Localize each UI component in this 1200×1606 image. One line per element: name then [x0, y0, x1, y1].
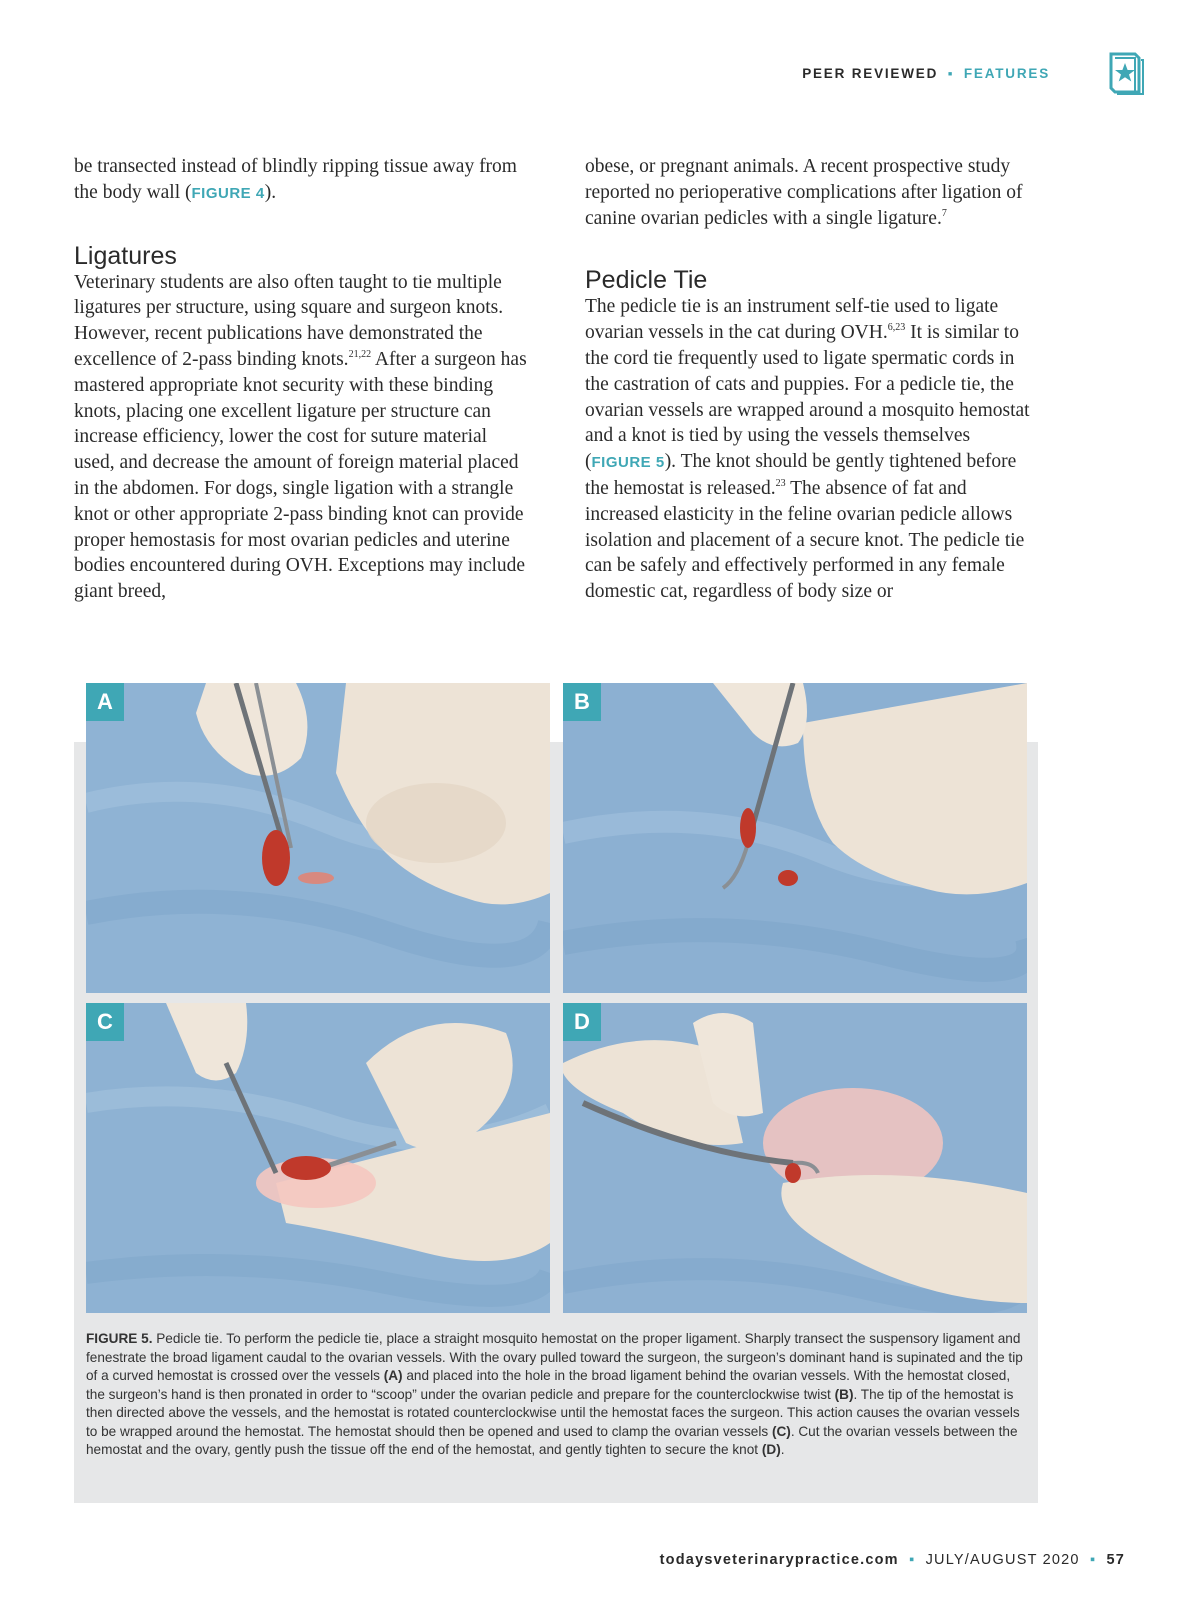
- citation: 7: [941, 207, 947, 219]
- section-heading-pedicle-tie: Pedicle Tie: [585, 266, 708, 295]
- surgical-photo-c: [86, 1003, 550, 1313]
- figure-panel-a: [86, 683, 550, 993]
- paragraph: be transected instead of blindly ripping tissue away from the body wall (FIGURE 4).: [74, 156, 517, 203]
- figure-panel-c: [86, 1003, 550, 1313]
- footer-issue: JULY/AUGUST 2020: [925, 1552, 1080, 1568]
- surgical-photo-d: [563, 1003, 1027, 1313]
- header-section: FEATURES: [963, 66, 1050, 81]
- page-footer: [660, 1552, 1125, 1568]
- header-label: PEER REVIEWED: [802, 66, 939, 81]
- panel-label: A: [86, 683, 124, 721]
- caption-label: FIGURE 5.: [86, 1331, 153, 1346]
- figure-panel-b: [563, 683, 1027, 993]
- figure-panel-d: [563, 1003, 1027, 1313]
- right-column: [585, 154, 1040, 605]
- figure-caption: FIGURE 5. Pedicle tie. To perform the pedicle tie, place a straight mosquito hemostat on the proper ligament. Sharply transect the suspensory ligament and fenestrate the broad ligament caudal to the ovarian vessels. With the ovary pulled toward the surgeon, the surgeon’s dominant hand is supinated and the tip of a curved hemostat is crossed over the vessels (A) and placed into the hole in the broad ligament behind the ovarian vessels. With the hemostat closed, the surgeon’s hand is then pronated in order to “scoop” under the ovarian pedicle and prepare for the counterclockwise twist (B). The tip of the hemostat is then directed above the vessels, and the hemostat is rotated counterclockwise until the hemostat faces the surgeon. This action causes the ovarian vessels to be wrapped around the hemostat. The hemostat should then be opened and used to clamp the ovarian vessels (C). Cut the ovarian vessels between the hemostat and the ovary, gently push the tissue off the end of the hemostat, and gently tighten to secure the knot (D).: [86, 1331, 1023, 1457]
- star-book-icon: [1105, 50, 1145, 96]
- panel-label: C: [86, 1003, 124, 1041]
- paragraph: The pedicle tie is an instrument self-tie used to ligate ovarian vessels in the cat during OVH.$^{6,23}$ It is similar to the cord tie frequently used to ligate spermatic cords in the castration of cats and puppies. For a pedicle tie, the ovarian vessels are wrapped around a mosquito hemostat and a knot is tied by using the vessels themselves (FIGURE 5). The knot should be gently tightened before the hemostat is released.$^{23}$ The absence of fat and increased elasticity in the feline ovarian pedicle allows isolation and placement of a secure knot. The pedicle tie can be safely and effectively performed in any female domestic cat, regardless of body size or: [585, 296, 1030, 603]
- surgical-photo-a: [86, 683, 550, 993]
- citation: 6,23: [887, 322, 906, 334]
- page-number: 57: [1106, 1552, 1125, 1568]
- paragraph: Veterinary students are also often taught to tie multiple ligatures per structure, using square and surgeon knots. However, recent publications have demonstrated the excellence of 2-pass binding knots.$^{21,22}$ After a surgeon has mastered appropriate knot security with these binding knots, placing one excellent ligature per structure can increase efficiency, lower the cost for suture material used, and decrease the amount of foreign material placed in the abdomen. For dogs, single ligation with a strangle knot or other appropriate 2-pass binding knot can provide proper hemostasis for most ovarian pedicles and uterine bodies encountered during OVH. Exceptions may include giant breed,: [74, 271, 527, 603]
- panel-label: B: [563, 683, 601, 721]
- footer-website[interactable]: todaysveterinarypractice.com: [659, 1552, 899, 1568]
- figure-4-reference[interactable]: FIGURE 4: [191, 184, 265, 202]
- footer-separator: ▪: [1089, 1552, 1097, 1568]
- figure-5-reference[interactable]: FIGURE 5: [591, 454, 665, 472]
- left-column: [74, 154, 529, 605]
- header-separator: ▪: [947, 66, 955, 81]
- surgical-photo-b: [563, 683, 1027, 993]
- citation: 23: [775, 477, 786, 489]
- running-header: [802, 66, 1050, 81]
- section-heading-ligatures: Ligatures: [74, 241, 177, 270]
- footer-separator: ▪: [909, 1552, 916, 1568]
- paragraph: obese, or pregnant animals. A recent prospective study reported no perioperative complications after ligation of canine ovarian pedicles with a single ligature.$^7$: [585, 156, 1023, 229]
- citation: 21,22: [348, 348, 372, 360]
- panel-label: D: [563, 1003, 601, 1041]
